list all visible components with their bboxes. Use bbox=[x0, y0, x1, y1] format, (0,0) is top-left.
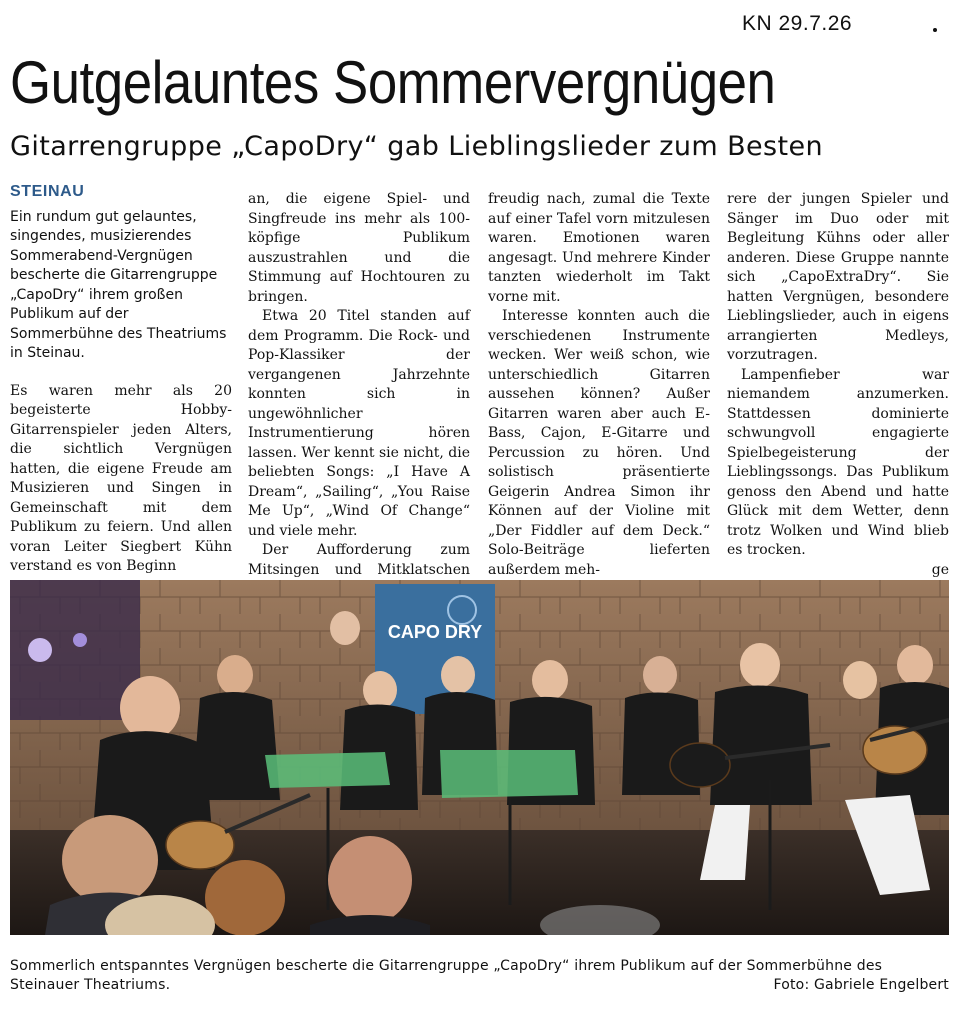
column-2 bbox=[248, 190, 470, 600]
paragraph: Etwa 20 Titel standen auf dem Programm. Die Rock- und Pop-Klassiker der vergangenen Jahrzehnte konnten sich in ungewöhnlicher Instrumentierung hören lassen. Wer kennt sie nicht, die beliebten Songs: „I Have A Dream“, „Sailing“, „You Raise Me Up“, „Wind Of Change“ und viele mehr. bbox=[248, 308, 470, 539]
paragraph: Es waren mehr als 20 begeisterte Hobby-Gitarrenspieler jeden Alters, die sichtlich Vergnügen hatten, die eigene Freude am Musizieren und Singen in Gemeinschaft mit dem Publikum zu feiern. Und allen voran Leiter Siegbert Kühn verstand es von Beginn bbox=[10, 382, 232, 574]
paragraph: Der Aufforderung zum Mitsingen und Mitklatschen bbox=[248, 542, 470, 578]
mark-dot bbox=[933, 28, 937, 32]
photo-credit: Foto: Gabriele Engelbert bbox=[773, 977, 949, 993]
author-signature: ge bbox=[931, 561, 949, 578]
dateline: STEINAU bbox=[10, 183, 85, 200]
caption-text: Sommerlich entspanntes Vergnügen bescherte die Gitarrengruppe „CapoDry“ ihrem Publikum auf der Sommerbühne des Steinauer Theatriums. bbox=[10, 958, 883, 993]
paragraph: rere der jungen Spieler und Sänger im Duo oder mit Begleitung Kühns oder aller anderen. Diese Gruppe nannte sich „CapoExtraDry“. Sie hatten Vergnügen, besondere Lieblingslieder, auch in eigens arrangierten Medleys, vorzutragen. bbox=[727, 191, 949, 363]
photo-illustration bbox=[10, 580, 949, 935]
paragraph: an, die eigene Spiel- und Singfreude ins mehr als 100-köpfige Publikum auszustrahlen und die Stimmung auf Hochtouren zu bringen. bbox=[248, 191, 470, 305]
concert-photo bbox=[10, 580, 949, 935]
lead-paragraph: Ein rundum gut gelauntes, singendes, musizierendes Sommerabend-Vergnügen bescherte die Gitarrengruppe „CapoDry“ ihrem großen Publikum auf der Sommerbühne des Theatriums in Steinau. bbox=[10, 208, 227, 361]
subheadline: Gitarrengruppe „CapoDry“ gab Lieblingslieder zum Besten bbox=[10, 131, 823, 162]
column-3 bbox=[488, 190, 710, 580]
headline: Gutgelauntes Sommervergnügen bbox=[10, 49, 776, 116]
paragraph: freudig nach, zumal die Texte auf einer Tafel vorn mitzulesen waren. Emotionen waren angesagt. Und mehrere Kinder tanzten wiederholt im Takt vorne mit. bbox=[488, 191, 710, 305]
paragraph: Lampenfieber war niemandem anzumerken. Stattdessen dominierte schwungvoll engagierte Spielbegeisterung der Lieblingssongs. Das Publikum genoss den Abend und hatte Glück mit dem Wetter, denn trotz Wolken und Wind blieb es trocken. bbox=[727, 366, 949, 558]
date-stamp: KN 29.7.26 bbox=[742, 12, 853, 35]
column-4 bbox=[727, 190, 949, 580]
photo-caption bbox=[10, 957, 949, 995]
banner-label: CAPO DRY bbox=[387, 622, 483, 642]
column-1 bbox=[10, 182, 232, 577]
paragraph: Interesse konnten auch die verschiedenen Instrumente wecken. Wer weiß schon, wie unterschiedlich Gitarren aussehen können? Außer Gitarren waren aber auch E-Bass, Cajon, E-Gitarre und Percussion zu hören. Und solistisch präsentierte Geigerin Andrea Simon ihr Können auf der Violine mit „Der Fiddler auf dem Deck.“ Solo-Beiträge lieferten außerdem meh- bbox=[488, 308, 710, 578]
